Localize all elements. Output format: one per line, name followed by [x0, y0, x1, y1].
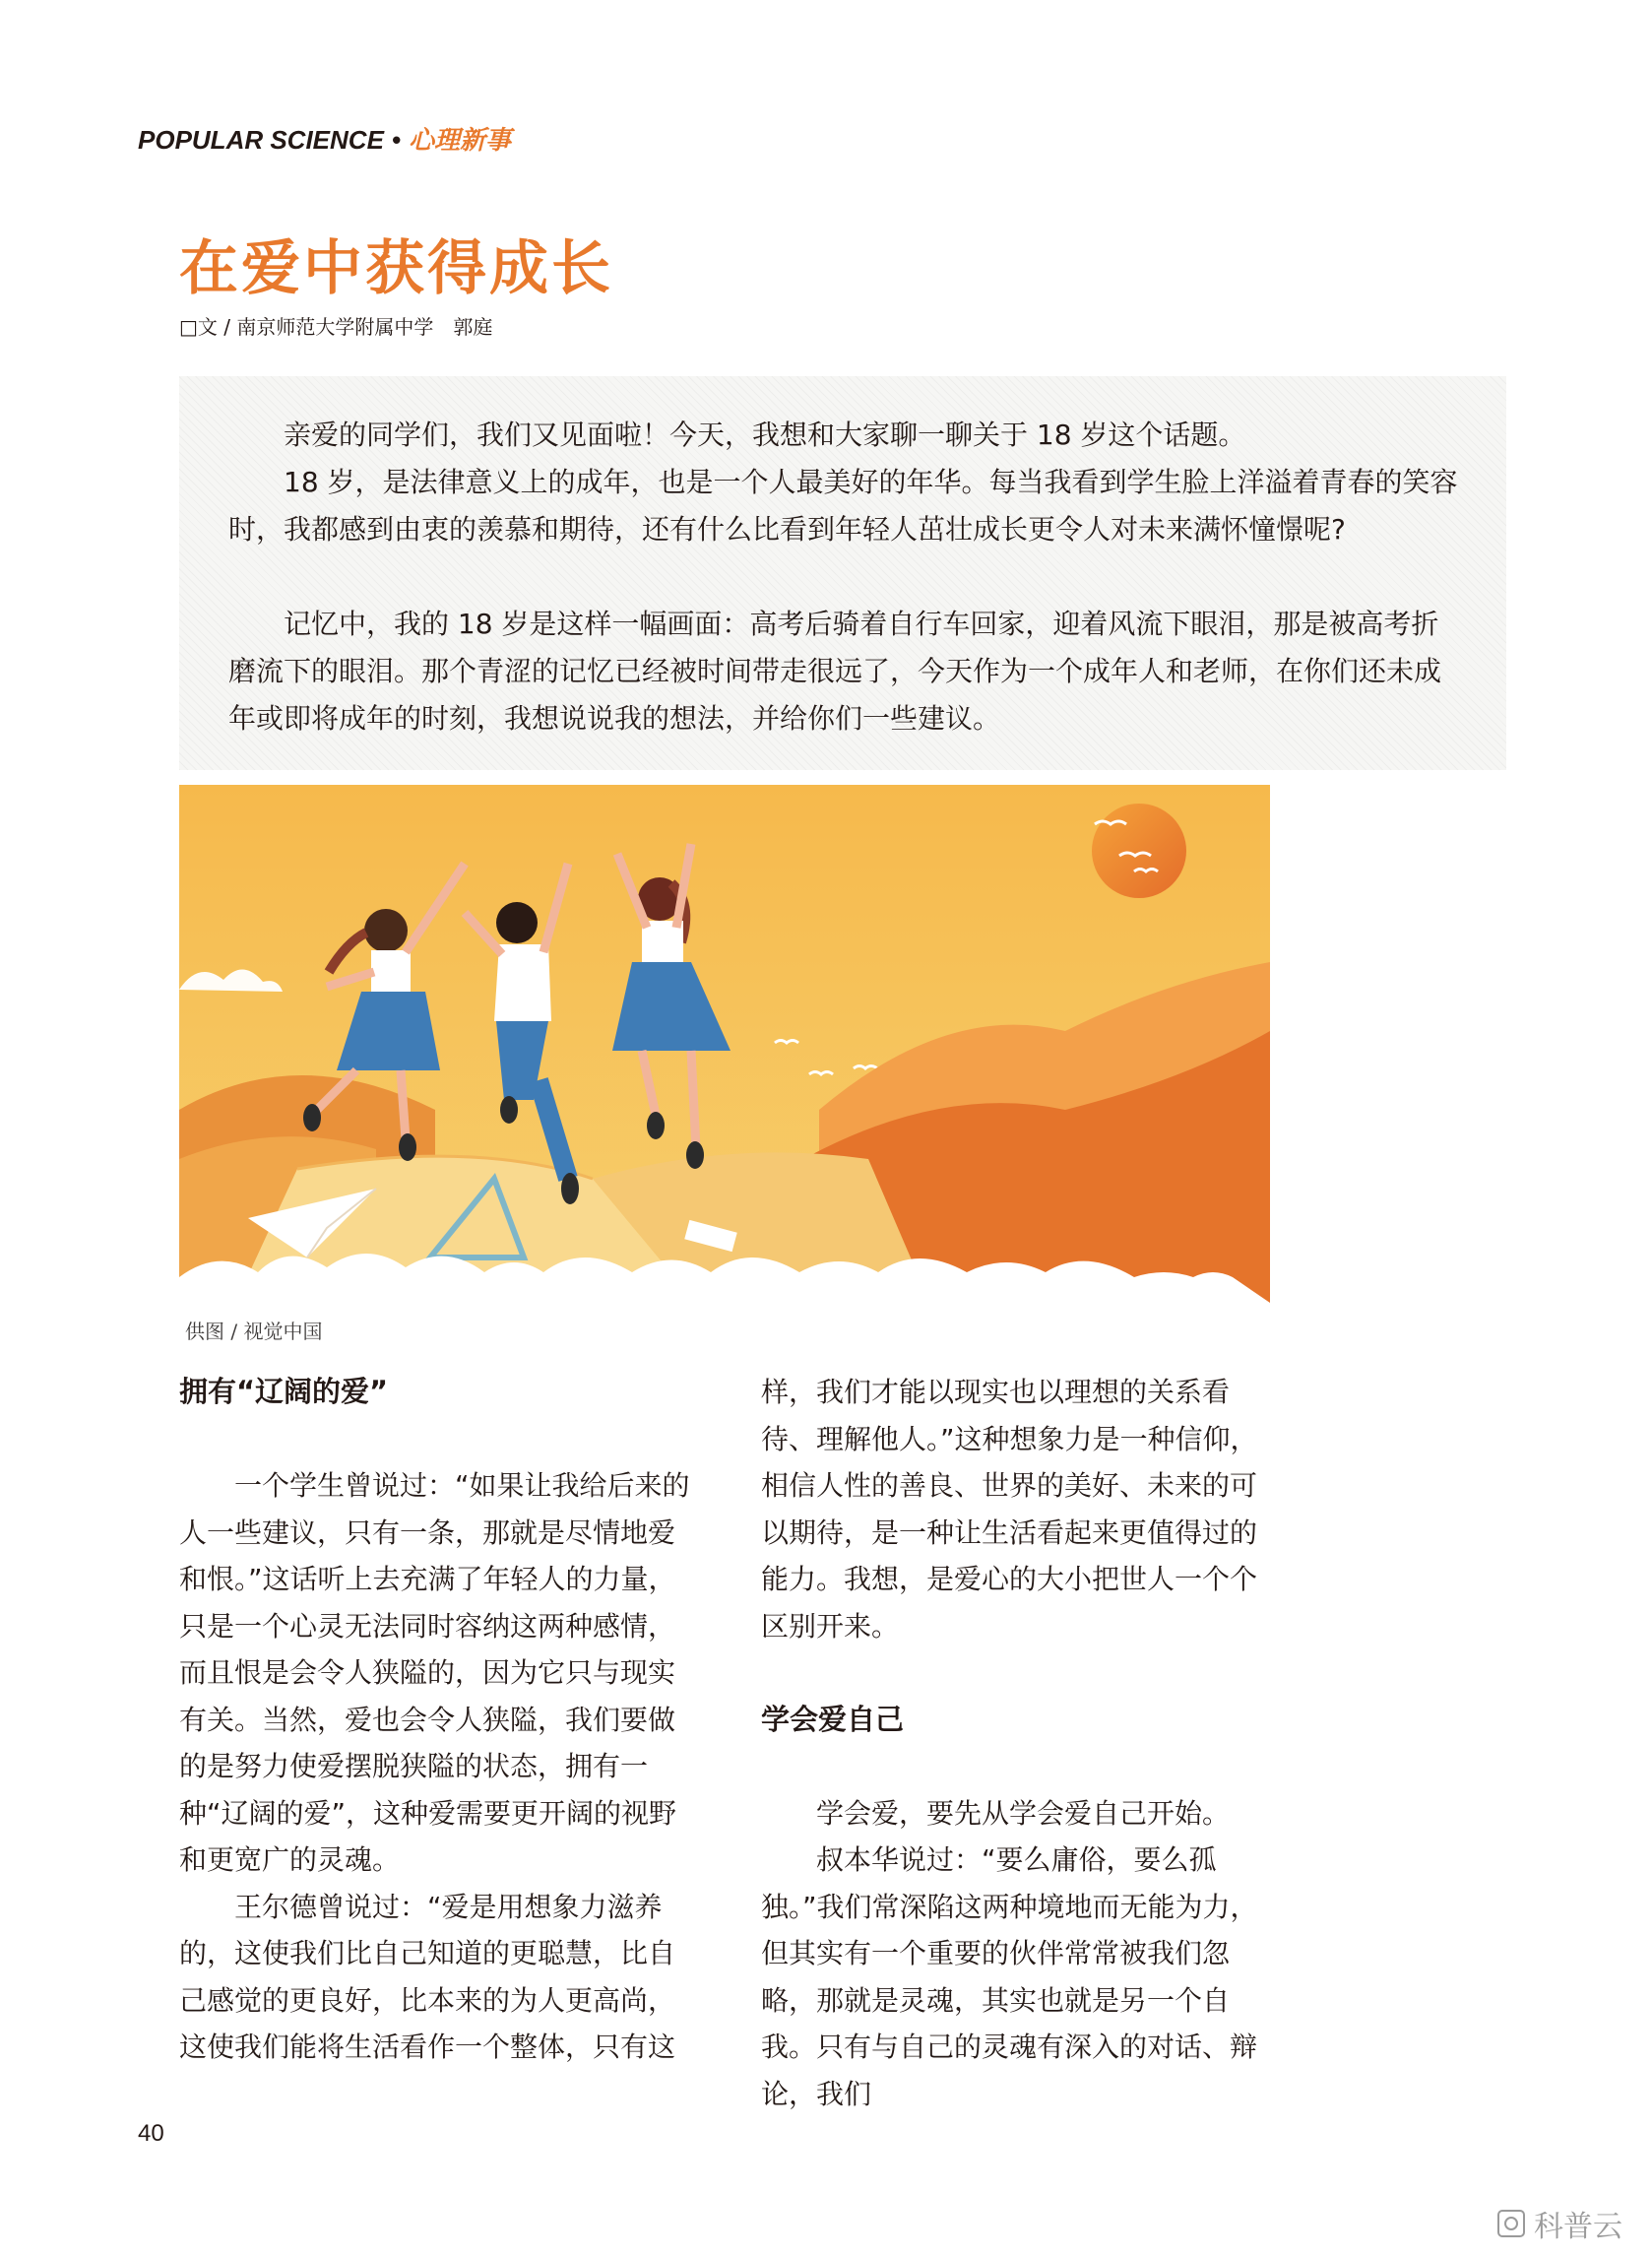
illustration — [179, 785, 1270, 1303]
intro-paragraph: 18 岁，是法律意义上的成年，也是一个人最美好的年华。每当我看到学生脸上洋溢着青春的笑容时，我都感到由衷的羡慕和期待，还有什么比看到年轻人茁壮成长更令人对未来满怀憧憬呢? — [228, 466, 1458, 546]
article-byline: □文 / 南京师范大学附属中学 郭庭 — [179, 315, 493, 339]
running-header — [138, 120, 511, 157]
body-paragraph: 叔本华说过：“要么庸俗，要么孤独。”我们常深陷这两种境地而无能为力，但其实有一个重要的伙伴常常被我们忽略，那就是灵魂，其实也就是另一个自我。只有与自己的灵魂有深入的对话、辩论，我们 — [761, 1843, 1258, 2110]
students-jumping-illustration — [179, 785, 1270, 1303]
section-heading: 拥有“辽阔的爱” — [179, 1375, 389, 1408]
footer-logo — [1496, 2202, 1622, 2245]
body-paragraph: 一个学生曾说过：“如果让我给后来的人一些建议，只有一条，那就是尽情地爱和恨。”这话听上去充满了年轻人的力量，只是一个心灵无法同时容纳这两种感情，而且恨是会令人狭隘的，因为它只与现实有关。当然，爱也会令人狭隘，我们要做的是努力使爱摆脱狭隘的状态，拥有一种“辽阔的爱”，这种爱需要更开阔的视野和更宽广的灵魂。 — [179, 1469, 690, 1876]
intro-paragraph: 记忆中，我的 18 岁是这样一幅画面：高考后骑着自行车回家，迎着风流下眼泪，那是被高考折磨流下的眼泪。那个青涩的记忆已经被时间带走很远了，今天作为一个成年人和老师，在你们还未成年或即将成年的时刻，我想说说我的想法，并给你们一些建议。 — [228, 608, 1442, 735]
cloud-logo-icon — [1496, 2209, 1526, 2238]
intro-paragraph: 亲爱的同学们，我们又见面啦！今天，我想和大家聊一聊关于 18 岁这个话题。 — [284, 419, 1246, 451]
header-separator: • — [391, 125, 402, 155]
section-name: 心理新事 — [409, 126, 512, 156]
image-caption: 供图 / 视觉中国 — [185, 1320, 323, 1343]
sun-shape — [1092, 804, 1186, 898]
article-title: 在爱中获得成长 — [179, 234, 613, 303]
intro-box — [179, 376, 1506, 770]
body-paragraph: 样，我们才能以现实也以理想的关系看待、理解他人。”这种想象力是一种信仰，相信人性的善良、世界的美好、未来的可以期待，是一种让生活看起来更值得过的能力。我想，是爱心的大小把世人一个个区别开来。 — [761, 1376, 1258, 1643]
left-column — [179, 1369, 699, 2071]
right-column — [761, 1369, 1281, 2117]
body-paragraph: 学会爱，要先从学会爱自己开始。 — [816, 1796, 1231, 1830]
section-heading: 学会爱自己 — [761, 1702, 905, 1736]
magazine-brand: POPULAR SCIENCE — [138, 125, 384, 155]
body-paragraph: 王尔德曾说过：“爱是用想象力滋养的，这使我们比自己知道的更聪慧，比自己感觉的更良好，比本来的为人更高尚，这使我们能将生活看作一个整体，只有这 — [179, 1890, 676, 2063]
page-number: 40 — [138, 2120, 164, 2147]
logo-text: 科普云 — [1534, 2210, 1622, 2244]
